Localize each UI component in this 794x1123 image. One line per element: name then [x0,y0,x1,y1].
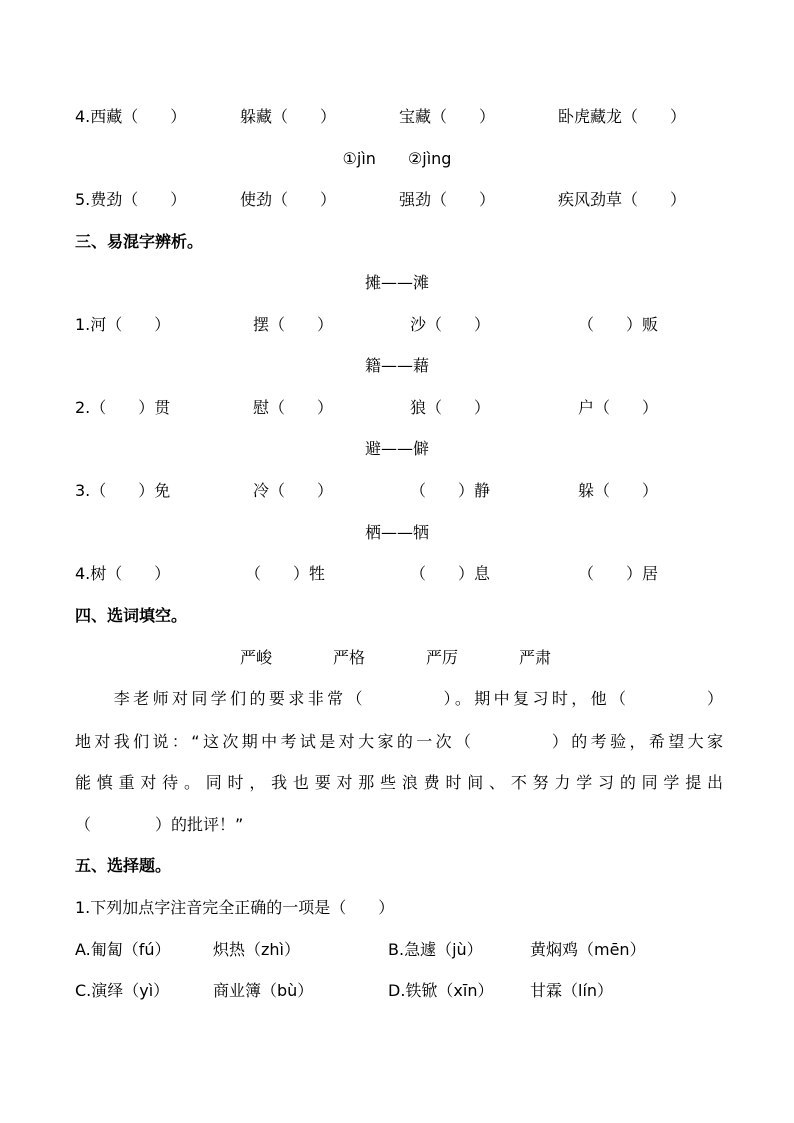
option-c-item: 商业簿（bù） [213,981,314,1000]
row-item: 户（ ） [578,398,659,417]
row-item: 卧虎藏龙（ ） [558,107,687,126]
row-item: 疾风劲草（ ） [558,190,687,209]
option-d-item: 甘霖（lín） [530,981,614,1000]
word-choice: 严肃 [519,648,552,667]
row-item: 4.树（ ） [75,564,171,583]
row-item: 5.费劲（ ） [75,190,187,209]
question-text: 1.下列加点字注音完全正确的一项是（ ） [75,898,395,917]
row-item: 冷（ ） [253,481,334,500]
row-item: 1.河（ ） [75,315,171,334]
row-item: 狼（ ） [410,398,491,417]
paragraph-line: 地对我们说：“这次期中考试是对大家的一次（ ）的考验，希望大家 [75,732,723,751]
section-4-heading: 四、选词填空。 [75,606,188,625]
pinyin-row-4 [0,104,794,130]
row-item: 沙（ ） [410,315,491,334]
pinyin-options: ①jìn ②jìng [342,149,452,168]
char-row-2 [0,395,794,421]
row-item: 3.（ ）免 [75,481,171,500]
row-item: 宝藏（ ） [399,107,496,126]
row-item: （ ）牲 [245,564,326,583]
char-pair: 摊——滩 [364,273,429,292]
word-choice: 严格 [333,648,366,667]
paragraph-line: 能慎重对待。同时，我也要对那些浪费时间、不努力学习的同学提出 [75,773,723,792]
word-choice: 严峻 [240,648,273,667]
option-a: A.匍匐（fú） [75,940,171,959]
option-a-item: 炽热（zhì） [213,940,300,959]
row-item: 慰（ ） [253,398,334,417]
word-choice: 严厉 [426,648,459,667]
section-3-heading: 三、易混字辨析。 [75,232,204,251]
row-item: （ ）贩 [578,315,659,334]
row-item: 强劲（ ） [399,190,496,209]
option-row [0,937,794,963]
option-b: B.急遽（jù） [388,940,483,959]
row-item: （ ）居 [578,564,659,583]
row-item: 2.（ ）贯 [75,398,171,417]
paragraph-line: 李老师对同学们的要求非常（ ）。期中复习时，他（ ） [75,689,723,708]
char-pair: 籍——藉 [364,356,429,375]
char-pair: 栖——牺 [364,523,429,542]
row-item: 使劲（ ） [240,190,337,209]
row-item: 躲藏（ ） [240,107,337,126]
option-c: C.演绎（yì） [75,981,170,1000]
char-row-4 [0,561,794,587]
char-row-1 [0,312,794,338]
option-row [0,978,794,1004]
paragraph-line: （ ）的批评！” [75,815,244,834]
char-row-3 [0,478,794,504]
option-b-item: 黄焖鸡（mēn） [530,940,646,959]
row-item: （ ）静 [410,481,491,500]
row-item: 4.西藏（ ） [75,107,187,126]
row-item: （ ）息 [410,564,491,583]
option-d: D.铁锨（xīn） [388,981,494,1000]
word-choices [0,645,794,671]
pinyin-row-5 [0,187,794,213]
section-5-heading: 五、选择题。 [75,856,172,875]
char-pair: 避——僻 [364,439,429,458]
row-item: 摆（ ） [253,315,334,334]
row-item: 躲（ ） [578,481,659,500]
